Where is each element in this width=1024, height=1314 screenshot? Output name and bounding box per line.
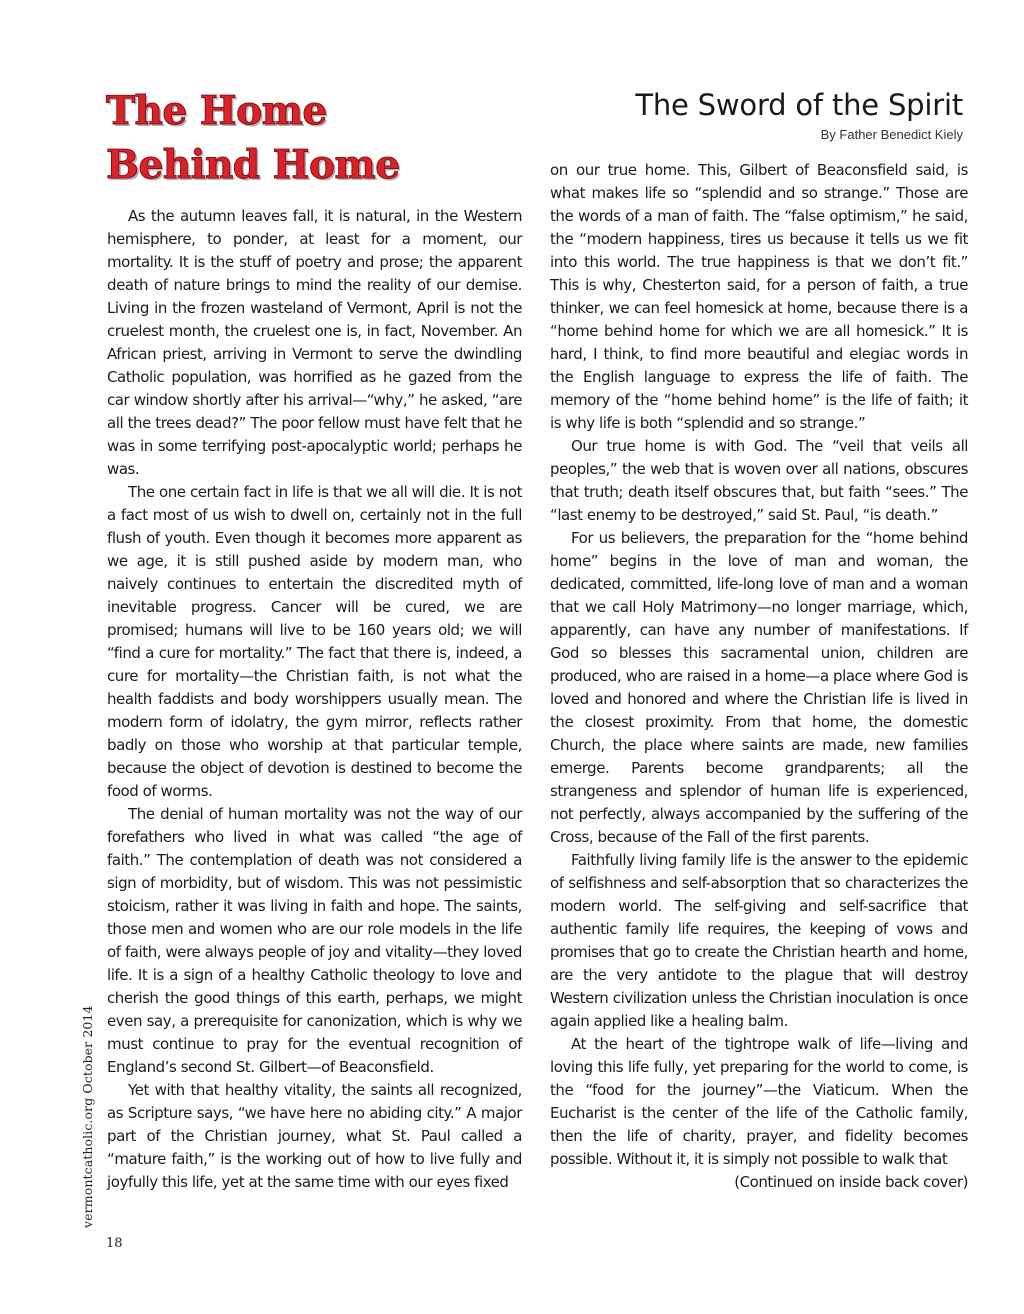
headline-line-1: The Home [106, 88, 327, 134]
paragraph: The one certain fact in life is that we all will die. It is not a fact most of us wish to dwell on, certainly not in the full flush of youth. Even though it becomes more apparent as we age, it is still pushed aside by modern man, who naively continues to entertain the discredited myth of inevitable progress. Cancer will be cured, we are promised; humans will live to be 160 years old; we will “find a cure for mortality.” The fact that there is, indeed, a cure for mortality—the Christian faith, is not what the health faddists and body worshippers usually mean. The modern form of idolatry, the gym mirror, reflects rather badly on those who worship at that particular temple, because the object of devotion is destined to become the food of worms. [107, 483, 522, 800]
article-headline [106, 84, 426, 192]
paragraph: Yet with that healthy vitality, the saints all recognized, as Scripture says, “we have here no abiding city.” A major part of the Christian journey, what St. Paul called a “mature faith,” is the working out of how to live fully and joyfully this life, yet at the same time with our eyes fixed [107, 1081, 522, 1191]
column-title: The Sword of the Spirit [635, 88, 963, 122]
page-number: 18 [106, 1236, 123, 1251]
sidebar-website-date: vermontcatholic.org October 2014 [80, 1005, 95, 1228]
headline-line-2: Behind Home [106, 142, 400, 188]
byline: By Father Benedict Kiely [820, 127, 963, 142]
paragraph: on our true home. This, Gilbert of Beaconsfield said, is what makes life so “splendid and so strange.” Those are the words of a man of faith. The “false optimism,” he said, the “modern happiness, tires us because it tells us we fit into this world. The true happiness is that we don’t fit.” This is why, Chesterton said, for a person of faith, a true thinker, we can feel homesick at home, because there is a “home behind home for which we are all homesick.” It is hard, I think, to find more beautiful and elegiac words in the English language to express the life of faith. The memory of the “home behind home” is the life of faith; it is why life is both “splendid and so strange.” [550, 161, 968, 432]
paragraph: At the heart of the tightrope walk of life—living and loving this life fully, yet preparing for the world to come, is the “food for the journey”—the Viaticum. When the Eucharist is the center of the life of the Catholic family, then the life of charity, prayer, and fidelity becomes possible. Without it, it is simply not possible to walk that [550, 1035, 968, 1168]
continued-note: (Continued on inside back cover) [734, 1173, 968, 1191]
left-column [107, 205, 522, 1194]
right-column [550, 159, 968, 1194]
paragraph: The denial of human mortality was not the way of our forefathers who lived in what was called “the age of faith.” The contemplation of death was not considered a sign of morbidity, but of wisdom. This was not pessimistic stoicism, rather it was living in faith and hope. The saints, those men and women who are our role models in the life of faith, were always people of joy and vitality—they loved life. It is a sign of a healthy Catholic theology to love and cherish the good things of this earth, perhaps, we might even say, a prerequisite for canonization, which is why we must continue to pray for the eventual recognition of England’s second St. Gilbert—of Beaconsfield. [107, 805, 522, 1076]
paragraph: Our true home is with God. The “veil that veils all peoples,” the web that is woven over all nations, obscures that truth; death itself obscures that, but faith “sees.” The “last enemy to be destroyed,” said St. Paul, “is death.” [550, 437, 968, 524]
paragraph: For us believers, the preparation for the “home behind home” begins in the love of man and woman, the dedicated, committed, life-long love of man and a woman that we call Holy Matrimony—no longer marriage, which, apparently, can have any number of manifestations. If God so blesses this sacramental union, children are produced, who are raised in a home—a place where God is loved and honored and where the Christian life is lived in the closest proximity. From that home, the domestic Church, the place where saints are made, new families emerge. Parents become grandparents; all the strangeness and splendor of human life is experienced, not perfectly, always accompanied by the suffering of the Cross, because of the Fall of the first parents. [550, 529, 968, 846]
paragraph: Faithfully living family life is the answer to the epidemic of selfishness and self-absorption that so characterizes the modern world. The self-giving and self-sacrifice that authentic family life requires, the keeping of vows and promises that go to create the Christian hearth and home, are the very antidote to the plague that will destroy Western civilization unless the Christian inoculation is once again applied like a healing balm. [550, 851, 968, 1030]
paragraph: As the autumn leaves fall, it is natural, in the Western hemisphere, to ponder, at least for a moment, our mortality. It is the stuff of poetry and prose; the apparent death of nature brings to mind the reality of our demise. Living in the frozen wasteland of Vermont, April is not the cruelest month, the cruelest one is, in fact, November. An African priest, arriving in Vermont to serve the dwindling Catholic population, was horrified as he gazed from the car window shortly after his arrival—“why,” he asked, “are all the trees dead?” The poor fellow must have felt that he was in some terrifying post-apocalyptic world; perhaps he was. [107, 207, 522, 478]
